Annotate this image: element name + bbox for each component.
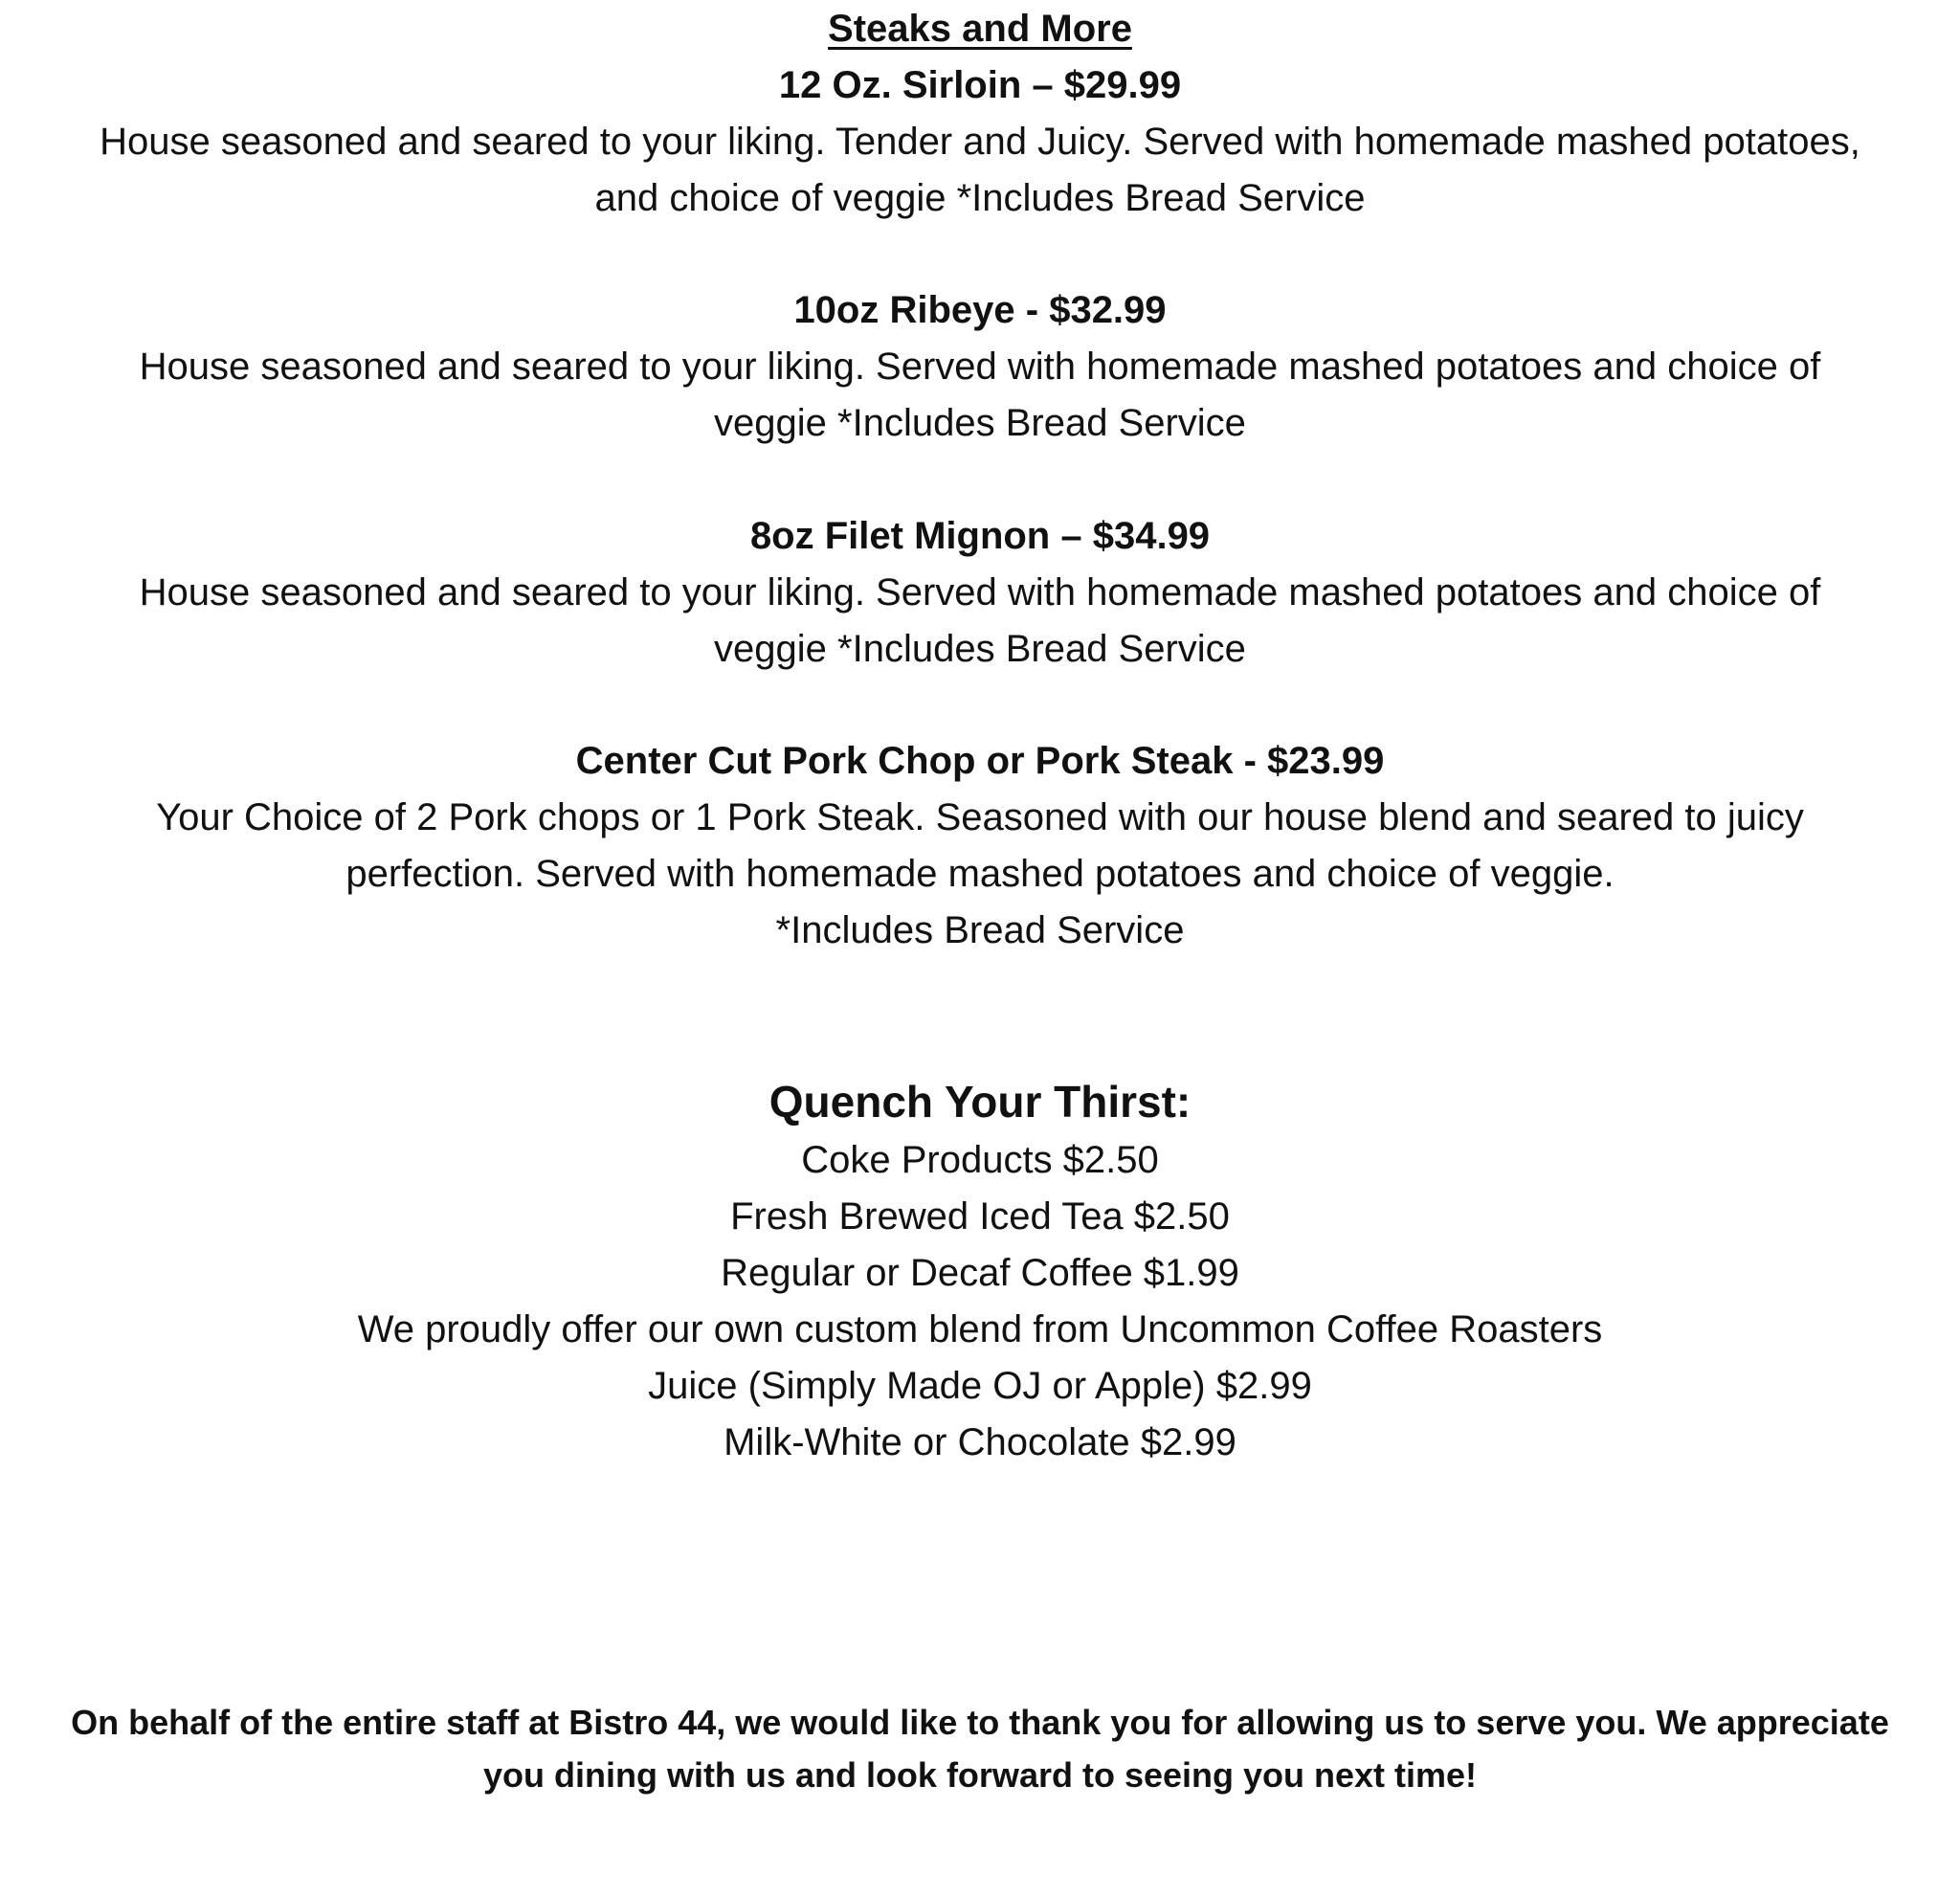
menu-item-description: Your Choice of 2 Pork chops or 1 Pork Steak. Seasoned with our house blend and seared to juicy	[156, 796, 1804, 838]
menu-item-description: veggie *Includes Bread Service	[714, 402, 1246, 444]
menu-item-description: veggie *Includes Bread Service	[714, 628, 1246, 670]
section-heading-steaks: Steaks and More	[828, 8, 1132, 50]
drink-line: Fresh Brewed Iced Tea $2.50	[730, 1195, 1230, 1238]
menu-item-description: and choice of veggie *Includes Bread Service	[594, 177, 1366, 219]
menu-item-description: House seasoned and seared to your liking. Served with homemade mashed potatoes and choice of	[139, 346, 1821, 388]
menu-item-title: Center Cut Pork Chop or Pork Steak - $23.99	[575, 740, 1385, 782]
drink-line: Coke Products $2.50	[801, 1139, 1159, 1181]
menu-item-description: House seasoned and seared to your liking. Tender and Juicy. Served with homemade mashed potatoes,	[100, 121, 1860, 163]
drink-line: We proudly offer our own custom blend from Uncommon Coffee Roasters	[357, 1308, 1603, 1350]
menu-item-description: perfection. Served with homemade mashed potatoes and choice of veggie.	[345, 853, 1615, 895]
menu-item-description: House seasoned and seared to your liking. Served with homemade mashed potatoes and choice of	[139, 571, 1821, 614]
drink-line: Regular or Decaf Coffee $1.99	[721, 1252, 1239, 1294]
drink-line: Milk-White or Chocolate $2.99	[724, 1421, 1236, 1463]
footer-thank-you: you dining with us and look forward to seeing you next time!	[482, 1755, 1478, 1795]
drink-line: Juice (Simply Made OJ or Apple) $2.99	[648, 1365, 1312, 1407]
menu-item-description: *Includes Bread Service	[775, 909, 1185, 951]
menu-item-title: 10oz Ribeye - $32.99	[793, 289, 1167, 331]
menu-item-title: 8oz Filet Mignon – $34.99	[749, 515, 1211, 557]
menu-item-title: 12 Oz. Sirloin – $29.99	[778, 64, 1182, 106]
footer-thank-you: On behalf of the entire staff at Bistro 44, we would like to thank you for allowing us to serve you. We appreciate	[71, 1703, 1889, 1742]
section-heading-drinks: Quench Your Thirst:	[768, 1077, 1192, 1127]
